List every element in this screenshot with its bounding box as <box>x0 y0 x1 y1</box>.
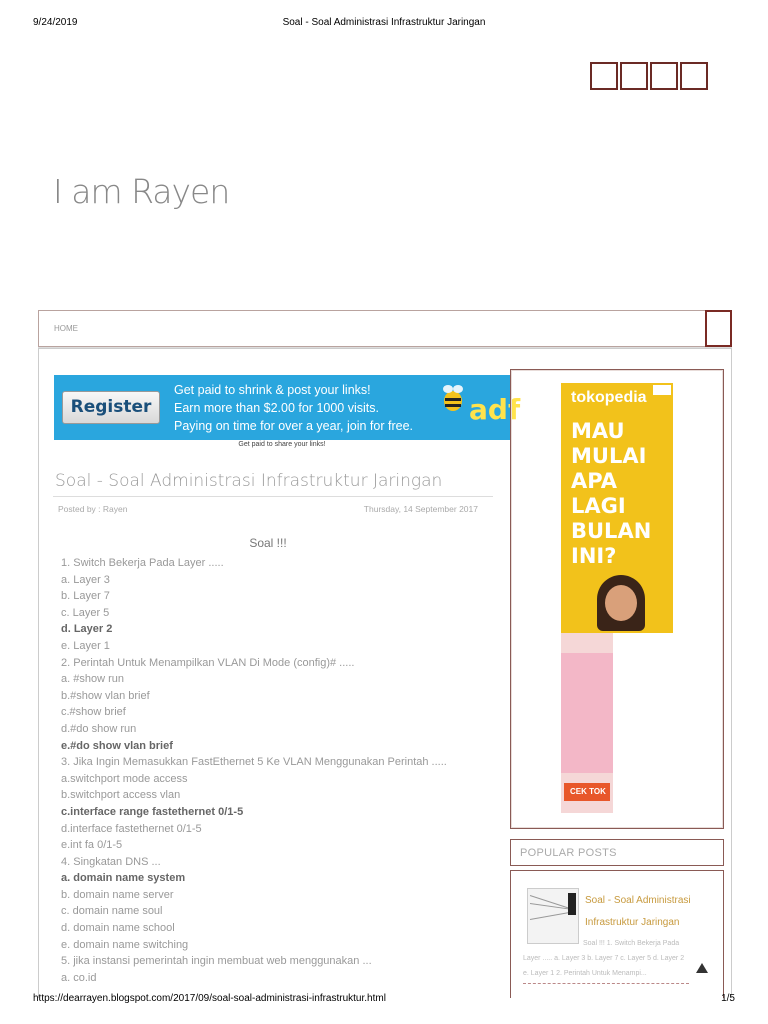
post-line: e. domain name switching <box>61 938 189 951</box>
post-line: 2. Perintah Untuk Menampilkan VLAN Di Mode (config)# ..... <box>61 656 355 669</box>
popular-post-link[interactable]: Soal - Soal Administrasi Infrastruktur Jaringan <box>585 895 691 928</box>
snippet-line: Layer ..... a. Layer 3 b. Layer 7 c. Layer 5 d. Layer 2 <box>523 955 685 962</box>
ad-headline-line: LAGI <box>571 494 626 518</box>
post-line: b. Layer 7 <box>61 590 110 603</box>
blog-title[interactable]: I am Rayen <box>53 172 230 211</box>
post-line: a.switchport mode access <box>61 772 188 785</box>
post-line: a. Layer 3 <box>61 573 110 586</box>
ad-headline <box>571 419 651 569</box>
tokopedia-ad[interactable] <box>561 383 673 633</box>
print-footer <box>33 993 735 1007</box>
ad-line: Paying on time for over a year, join for free. <box>174 419 414 433</box>
post-line: 3. Jika Ingin Memasukkan FastEthernet 5 Ke VLAN Menggunakan Perintah ..... <box>61 756 447 769</box>
post-line: a. co.id <box>61 971 97 984</box>
popular-post-snippet <box>523 936 708 981</box>
social-icon[interactable] <box>650 62 678 90</box>
post-line: c.#show brief <box>61 706 126 719</box>
post-heading: Soal !!! <box>249 536 287 550</box>
nav-bar <box>38 310 732 347</box>
tokopedia-logo: tokopedia <box>571 389 647 406</box>
ad-headline-line: BULAN <box>571 519 652 543</box>
ad-banner[interactable] <box>54 375 521 440</box>
post-line: e.#do show vlan brief <box>61 739 173 752</box>
ad-model-shirt <box>561 653 613 773</box>
post-line: c. domain name soul <box>61 905 163 918</box>
print-header <box>33 17 735 31</box>
post-date: Thursday, 14 September 2017 <box>363 504 478 514</box>
post-line: c.interface range fastethernet 0/1-5 <box>61 805 244 818</box>
divider <box>53 496 493 497</box>
post-line: d. domain name school <box>61 922 175 935</box>
ad-brand-logo: adf <box>469 393 521 426</box>
ad-headline-line: MAU <box>571 419 625 443</box>
tokopedia-ad-lower[interactable] <box>561 633 613 813</box>
social-icon[interactable] <box>620 62 648 90</box>
ad-line: Get paid to shrink & post your links! <box>174 383 371 397</box>
ad-register-button[interactable]: Register <box>62 391 160 424</box>
print-url: https://dearrayen.blogspot.com/2017/09/soal-soal-administrasi-infrastruktur.html <box>33 993 386 1004</box>
post-author: Posted by : Rayen <box>58 504 128 514</box>
post-line: d.#do show run <box>61 722 137 735</box>
menu-toggle-button[interactable] <box>705 310 732 347</box>
ad-headline-line: INI? <box>571 544 617 568</box>
print-title: Soal - Soal Administrasi Infrastruktur Jaringan <box>282 17 486 28</box>
post-line: d. Layer 2 <box>61 623 113 636</box>
ad-model-face <box>605 585 637 621</box>
popular-posts-header <box>510 839 724 866</box>
divider <box>523 983 689 984</box>
post-line: e.int fa 0/1-5 <box>61 839 123 852</box>
post-line: b.switchport access vlan <box>61 789 181 802</box>
ad-caption[interactable]: Get paid to share your links! <box>238 441 326 448</box>
social-icons <box>590 62 708 90</box>
post-line: a. domain name system <box>61 872 186 885</box>
post-line: 4. Singkatan DNS ... <box>61 855 161 868</box>
post-line: b.#show vlan brief <box>61 689 150 702</box>
post-title[interactable]: Soal - Soal Administrasi Infrastruktur Jaringan <box>55 471 443 491</box>
print-page-number: 1/5 <box>721 993 735 1004</box>
ad-cta-button[interactable]: CEK TOK <box>564 783 610 801</box>
snippet-line: e. Layer 1 2. Perintah Untuk Menampi... <box>523 970 647 977</box>
post-line: 5. jika instansi pemerintah ingin membuat web menggunakan ... <box>61 955 372 968</box>
social-icon[interactable] <box>680 62 708 90</box>
ad-text <box>174 381 413 435</box>
post-body <box>61 555 501 986</box>
print-date: 9/24/2019 <box>33 17 78 28</box>
ad-close-icon[interactable] <box>653 385 671 395</box>
ad-line: Earn more than $2.00 for 1000 visits. <box>174 401 379 415</box>
post-line: 1. Switch Bekerja Pada Layer ..... <box>61 557 224 569</box>
post-line: e. Layer 1 <box>61 639 110 652</box>
bee-icon <box>440 383 466 413</box>
ad-headline-line: MULAI <box>571 444 647 468</box>
back-to-top-icon[interactable] <box>696 963 708 973</box>
ad-headline-line: APA <box>571 469 617 493</box>
nav-home-link[interactable]: HOME <box>54 324 78 333</box>
snippet-line: Soal !!! 1. Switch Bekerja Pada <box>583 940 680 947</box>
post-line: c. Layer 5 <box>61 606 110 619</box>
post-line: b. domain name server <box>61 888 174 901</box>
post-line: a. #show run <box>61 673 124 686</box>
social-icon[interactable] <box>590 62 618 90</box>
popular-posts-title: POPULAR POSTS <box>520 847 617 859</box>
post-line: d.interface fastethernet 0/1-5 <box>61 822 202 835</box>
